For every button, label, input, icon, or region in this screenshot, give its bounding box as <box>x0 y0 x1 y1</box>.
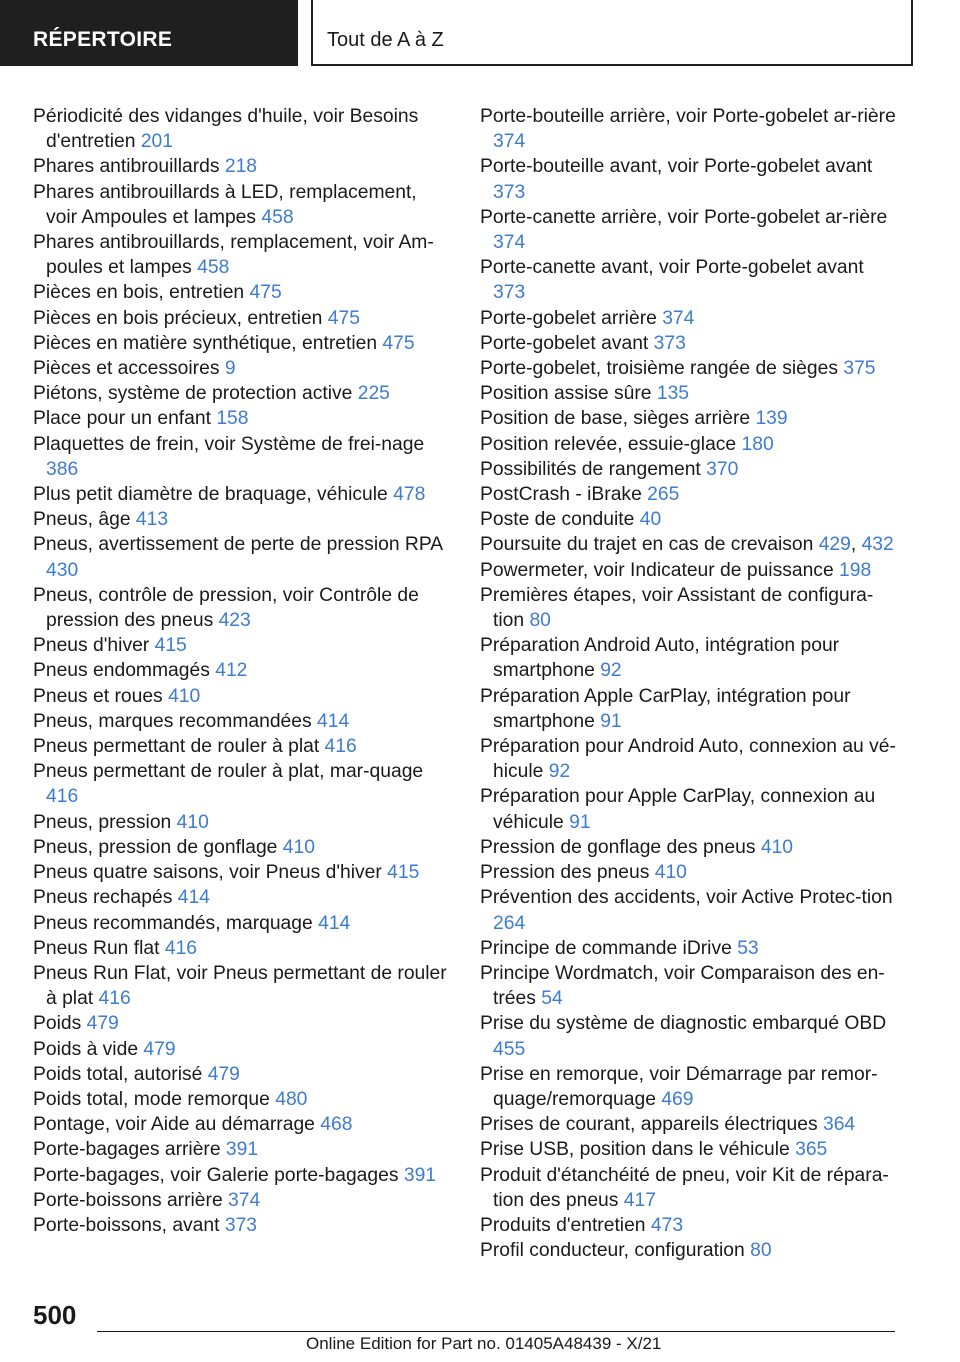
index-term: Poids <box>33 1013 82 1035</box>
page-link[interactable]: 416 <box>98 988 131 1010</box>
page-link[interactable]: 468 <box>320 1114 353 1136</box>
page-link[interactable]: 198 <box>839 559 872 581</box>
index-column-right <box>480 104 900 1263</box>
index-term: Porte-boissons, avant <box>33 1214 220 1236</box>
index-entry <box>480 784 900 834</box>
index-term: Pneus et roues <box>33 685 163 707</box>
section-tab-a-z[interactable]: Tout de A à Z <box>311 0 913 66</box>
page-link[interactable]: 469 <box>661 1088 694 1110</box>
index-entry <box>480 457 900 482</box>
page-link[interactable]: 416 <box>164 937 198 959</box>
index-term: Porte-bagages, voir Galerie porte-bagages <box>33 1164 399 1186</box>
page-link[interactable]: 9 <box>224 358 236 380</box>
index-term: Premières étapes, voir Assistant de configura-tion <box>480 584 874 632</box>
index-entry <box>33 1087 453 1112</box>
page-link[interactable]: 386 <box>46 458 79 480</box>
index-term: Place pour un enfant <box>33 408 211 430</box>
index-entry <box>33 406 453 431</box>
index-entry <box>480 558 900 583</box>
page-link[interactable]: 479 <box>143 1038 176 1060</box>
index-term: Préparation pour Apple CarPlay, connexion au véhicule <box>480 786 876 833</box>
page-number: 500 <box>33 1300 77 1330</box>
page-link[interactable]: 410 <box>168 685 201 707</box>
index-column-left <box>33 104 453 1238</box>
page-link[interactable]: 430 <box>46 559 79 581</box>
index-term: Pneus d'hiver <box>33 635 150 657</box>
page-link[interactable]: 414 <box>177 887 210 909</box>
index-term: Produits d'entretien <box>480 1214 646 1236</box>
index-term: Pneus, avertissement de perte de pression RPA <box>33 534 443 556</box>
index-entry <box>33 911 453 936</box>
index-term: Piétons, système de protection active <box>33 383 353 405</box>
page-separator: , <box>850 534 862 556</box>
page-link[interactable]: 54 <box>541 988 563 1010</box>
index-term: Prise USB, position dans le véhicule <box>480 1139 790 1161</box>
page-link[interactable]: 139 <box>755 408 788 430</box>
index-entry <box>480 356 900 381</box>
index-term: Position de base, sièges arrière <box>480 408 751 430</box>
page-link[interactable]: 373 <box>653 332 686 354</box>
index-term: Position relevée, essuie-glace <box>480 433 737 455</box>
index-entry <box>33 684 453 709</box>
page-link[interactable]: 135 <box>656 383 690 405</box>
page-link[interactable]: 475 <box>249 282 282 304</box>
index-term: Préparation Apple CarPlay, intégration pour smartphone <box>480 685 851 732</box>
index-entry <box>33 280 453 305</box>
page-link[interactable]: 391 <box>225 1139 259 1161</box>
index-entry <box>33 1062 453 1087</box>
index-term: Prévention des accidents, voir Active Protec-tion <box>480 887 893 909</box>
page-link[interactable]: 475 <box>382 332 415 354</box>
index-entry <box>480 104 900 154</box>
index-entry <box>480 936 900 961</box>
index-term: Plus petit diamètre de braquage, véhicule <box>33 484 388 506</box>
index-term: Préparation Android Auto, intégration pour smartphone <box>480 635 840 682</box>
page-link[interactable]: 416 <box>324 736 357 758</box>
index-term: Phares antibrouillards à LED, remplacement, voir Ampoules et lampes <box>33 181 417 228</box>
index-entry <box>33 835 453 860</box>
page-link[interactable]: 414 <box>317 710 350 732</box>
page-link[interactable]: 218 <box>224 156 258 178</box>
page-link[interactable]: 53 <box>737 937 759 959</box>
page-link[interactable]: 180 <box>741 433 774 455</box>
page-link[interactable]: 158 <box>216 408 249 430</box>
page-link[interactable]: 373 <box>224 1214 258 1236</box>
index-entry <box>480 255 900 305</box>
page-link[interactable]: 415 <box>154 635 187 657</box>
page-link[interactable]: 410 <box>760 836 794 858</box>
index-term: Préparation pour Android Auto, connexion au vé-hicule <box>480 736 896 783</box>
index-term: Porte-gobelet arrière <box>480 307 657 329</box>
header <box>0 0 960 66</box>
index-entry <box>33 381 453 406</box>
page-link[interactable]: 478 <box>393 484 426 506</box>
page-link[interactable]: 364 <box>822 1114 856 1136</box>
index-term: Pneus rechapés <box>33 887 173 909</box>
index-term: Pneus, pression de gonflage <box>33 836 278 858</box>
index-term: Poids total, autorisé <box>33 1063 203 1085</box>
index-term: Poids à vide <box>33 1038 139 1060</box>
page-link[interactable]: 416 <box>46 786 79 808</box>
index-entry <box>480 860 900 885</box>
index-entry <box>33 1011 453 1036</box>
page-link[interactable]: 458 <box>261 206 294 228</box>
footer-divider <box>97 1331 895 1332</box>
index-term: Pneus quatre saisons, voir Pneus d'hiver <box>33 862 382 884</box>
index-entry <box>480 835 900 860</box>
index-entry <box>480 684 900 734</box>
index-term: PostCrash - iBrake <box>480 484 642 506</box>
index-entry <box>33 936 453 961</box>
index-entry <box>33 356 453 381</box>
index-entry <box>33 633 453 658</box>
index-entry <box>33 658 453 683</box>
index-entry <box>480 482 900 507</box>
index-entry <box>33 1213 453 1238</box>
index-entry <box>33 1188 453 1213</box>
page-link[interactable]: 92 <box>600 660 622 682</box>
index-term: Principe Wordmatch, voir Comparaison des en-trées <box>480 962 885 1010</box>
page-link[interactable]: 91 <box>600 710 622 732</box>
index-entry <box>33 331 453 356</box>
index-term: Pièces en bois précieux, entretien <box>33 307 323 329</box>
index-term: Position assise sûre <box>480 383 652 405</box>
index-term: Powermeter, voir Indicateur de puissance <box>480 559 834 581</box>
page-link[interactable]: 412 <box>215 660 248 682</box>
index-entry <box>480 1163 900 1213</box>
index-term: Pièces et accessoires <box>33 358 220 380</box>
index-term: Prises de courant, appareils électriques <box>480 1114 818 1136</box>
page-link[interactable]: 429 <box>818 534 851 556</box>
index-term: Prise du système de diagnostic embarqué OBD <box>480 1013 887 1035</box>
index-term: Pneus Run flat <box>33 937 160 959</box>
page-link[interactable]: 374 <box>228 1189 261 1211</box>
page-link[interactable]: 91 <box>569 811 591 833</box>
index-term: Pression de gonflage des pneus <box>480 836 756 858</box>
index-term: Poids total, mode remorque <box>33 1088 270 1110</box>
page-link[interactable]: 415 <box>387 862 420 884</box>
page-link[interactable]: 417 <box>623 1189 656 1211</box>
section-tab-index[interactable]: RÉPERTOIRE <box>0 0 298 66</box>
index-entry <box>33 1163 453 1188</box>
page-link[interactable]: 201 <box>140 131 173 153</box>
page-link[interactable]: 225 <box>357 383 390 405</box>
index-entry <box>33 709 453 734</box>
index-term: Pièces en bois, entretien <box>33 282 245 304</box>
index-entry <box>480 406 900 431</box>
index-term: Pneus, pression <box>33 811 172 833</box>
page-link[interactable]: 391 <box>403 1164 437 1186</box>
index-entry <box>480 507 900 532</box>
index-term: Pneus permettant de rouler à plat <box>33 736 320 758</box>
edition-label: Online Edition for Part no. 01405A48439 - X/21 <box>306 1334 662 1353</box>
index-entry <box>33 230 453 280</box>
index-term: Pièces en matière synthétique, entretien <box>33 332 378 354</box>
index-term: Profil conducteur, configuration <box>480 1240 745 1262</box>
index-term: Pontage, voir Aide au démarrage <box>33 1114 315 1136</box>
index-term: Porte-bouteille avant, voir Porte-gobelet avant <box>480 156 873 178</box>
index-term: Phares antibrouillards <box>33 156 220 178</box>
page-link[interactable]: 373 <box>493 181 526 203</box>
index-entry <box>33 180 453 230</box>
index-term: Produit d'étanchéité de pneu, voir Kit de répara-tion des pneus <box>480 1164 889 1211</box>
index-entry <box>33 885 453 910</box>
index-term: Porte-gobelet avant <box>480 332 649 354</box>
index-entry <box>480 583 900 633</box>
index-entry <box>33 1037 453 1062</box>
index-term: Possibilités de rangement <box>480 458 701 480</box>
index-entry <box>33 734 453 759</box>
index-term: Porte-canette avant, voir Porte-gobelet avant <box>480 257 864 279</box>
index-term: Pression des pneus <box>480 862 650 884</box>
index-term: Poursuite du trajet en cas de crevaison <box>480 534 814 556</box>
index-entry <box>480 432 900 457</box>
index-entry <box>480 1137 900 1162</box>
index-term: Porte-bouteille arrière, voir Porte-gobelet ar-rière <box>480 106 896 127</box>
index-term: Pneus Run Flat, voir Pneus permettant de rouler à plat <box>33 962 447 1010</box>
index-term: Pneus recommandés, marquage <box>33 912 313 934</box>
index-term: Principe de commande iDrive <box>480 937 732 959</box>
page-link[interactable]: 80 <box>529 610 551 632</box>
index-entry <box>33 759 453 809</box>
index-entry <box>480 1238 900 1263</box>
index-entry <box>33 810 453 835</box>
index-term: Porte-canette arrière, voir Porte-gobelet ar-rière <box>480 206 888 228</box>
page-link[interactable]: 410 <box>654 862 687 884</box>
page-link[interactable]: 92 <box>548 761 571 783</box>
index-entry <box>33 154 453 179</box>
index-term: Porte-boissons arrière <box>33 1189 223 1211</box>
index-term: Pneus, contrôle de pression, voir Contrôle de pression des pneus <box>33 584 419 632</box>
index-entry <box>33 961 453 1011</box>
page-link[interactable]: 365 <box>795 1139 828 1161</box>
page-link[interactable]: 374 <box>493 232 526 254</box>
page-link[interactable]: 473 <box>650 1214 684 1236</box>
page-link[interactable]: 375 <box>843 358 876 380</box>
page-link[interactable]: 458 <box>197 257 230 279</box>
index-entry <box>480 205 900 255</box>
page-link[interactable]: 410 <box>282 836 315 858</box>
index-term: Porte-gobelet, troisième rangée de sièges <box>480 358 838 380</box>
index-entry <box>480 885 900 935</box>
page-link[interactable]: 423 <box>218 610 251 632</box>
page-link[interactable]: 475 <box>327 307 360 329</box>
index-entry <box>480 154 900 204</box>
page-link[interactable]: 480 <box>275 1088 308 1110</box>
index-entry <box>33 432 453 482</box>
index-entry <box>33 306 453 331</box>
index-entry <box>480 532 900 557</box>
index-entry <box>33 1112 453 1137</box>
page-link[interactable]: 80 <box>750 1240 772 1262</box>
index-entry <box>33 860 453 885</box>
page-link[interactable]: 479 <box>207 1063 240 1085</box>
page-link[interactable]: 374 <box>662 307 695 329</box>
index-entry <box>480 1062 900 1112</box>
index-term: Pneus endommagés <box>33 660 210 682</box>
page-link[interactable]: 264 <box>493 912 526 934</box>
index-term: Périodicité des vidanges d'huile, voir Besoins d'entretien <box>33 106 419 153</box>
index-entry <box>480 1112 900 1137</box>
index-entry <box>480 331 900 356</box>
index-entry <box>480 1213 900 1238</box>
page-link[interactable]: 414 <box>318 912 351 934</box>
page-link[interactable]: 40 <box>639 509 662 531</box>
page-link[interactable]: 373 <box>493 282 526 304</box>
index-term: Prise en remorque, voir Démarrage par remor-quage/remorquage <box>480 1063 878 1110</box>
page-link[interactable]: 455 <box>493 1038 526 1060</box>
index-term: Pneus, âge <box>33 509 131 531</box>
index-term: Poste de conduite <box>480 509 635 531</box>
index-entry <box>33 583 453 633</box>
index-term: Porte-bagages arrière <box>33 1139 221 1161</box>
page-link[interactable]: 432 <box>861 534 894 556</box>
page-link[interactable]: 265 <box>647 484 680 506</box>
index-entry <box>33 482 453 507</box>
page-link[interactable]: 410 <box>176 811 209 833</box>
index-term: Plaquettes de frein, voir Système de frei-nage <box>33 433 425 455</box>
index-entry <box>33 104 453 154</box>
index-entry <box>33 1137 453 1162</box>
page-link[interactable]: 374 <box>493 131 526 153</box>
index-term: Pneus permettant de rouler à plat, mar-quage <box>33 761 424 783</box>
index-term: Phares antibrouillards, remplacement, voir Am-poules et lampes <box>33 232 434 279</box>
index-entry <box>480 1011 900 1061</box>
page-link[interactable]: 370 <box>706 458 739 480</box>
index-entry <box>33 507 453 532</box>
index-entry <box>480 306 900 331</box>
index-entry <box>480 381 900 406</box>
index-entry <box>480 961 900 1011</box>
page-link[interactable]: 413 <box>135 509 169 531</box>
page-link[interactable]: 479 <box>86 1013 119 1035</box>
index-entry <box>33 532 453 582</box>
index-entry <box>480 734 900 784</box>
index-entry <box>480 633 900 683</box>
index-term: Pneus, marques recommandées <box>33 710 312 732</box>
